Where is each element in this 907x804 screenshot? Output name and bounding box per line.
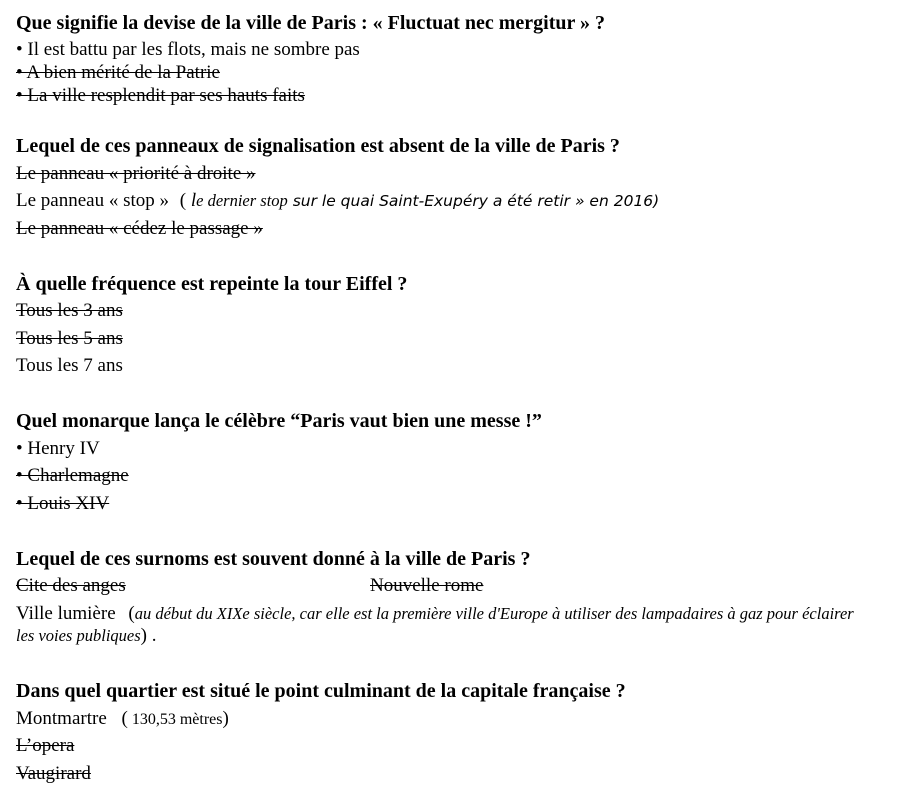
question-6-answer-correct [16,707,229,732]
question-4-answer-wrong: • Charlemagne [16,465,129,486]
note-serif-part: e dernier stop [196,191,288,210]
question-1-answer-correct: • Il est battu par les flots, mais ne sombre pas [16,39,360,60]
question-4-answer-correct: • Henry IV [16,438,100,459]
note-open-paren: ( [179,190,191,211]
answer-note: 130,53 mètres [127,711,223,728]
question-4-title: Quel monarque lança le célèbre “Paris vaut bien une messe !” [16,410,542,432]
answer-text: Ville lumière [16,603,116,624]
question-1-title: Que signifie la devise de la ville de Paris : « Fluctuat nec mergitur » ? [16,12,606,34]
answer-text: Le panneau « stop » [16,190,170,211]
answer-note: au début du XIXe siècle, car elle est la première ville d'Europe à utiliser des lampadaires à gaz pour éclairer les voies publiques [16,604,854,645]
question-3-answer-wrong: Tous les 3 ans [16,300,123,321]
question-5-title: Lequel de ces surnoms est souvent donné à la ville de Paris ? [16,548,531,570]
answer-text: Montmartre [16,708,107,729]
note-close-paren: ) . [140,625,157,646]
question-2-answer-wrong: Le panneau « priorité à droite » [16,163,256,184]
question-1-answer-wrong: • A bien mérité de la Patrie [16,62,220,83]
question-5-answer-correct [16,603,876,647]
note-close-paren: ) [222,708,229,729]
question-6-title: Dans quel quartier est situé le point culminant de la capitale française ? [16,680,626,702]
note-sans-part: sur le quai Saint-Exupéry a été retir » en 2016) [287,192,660,210]
question-3-answer-correct: Tous les 7 ans [16,355,123,376]
question-2-title: Lequel de ces panneaux de signalisation est absent de la ville de Paris ? [16,135,620,157]
question-3-title: À quelle fréquence est repeinte la tour Eiffel ? [16,273,408,295]
question-3-answer-wrong: Tous les 5 ans [16,328,123,349]
question-2-answer-correct [16,189,659,213]
question-4-answer-wrong: • Louis XIV [16,493,110,514]
question-6-answer-wrong: L’opera [16,735,75,756]
note-open-paren: ( [128,603,135,624]
question-5-answer-wrong: Nouvelle rome [370,575,484,596]
question-6-answer-wrong: Vaugirard [16,763,91,784]
note-first-letter: l [190,190,197,211]
note-open-paren: ( [121,708,128,729]
question-5-answer-wrong: Cite des anges [16,575,126,596]
question-2-answer-wrong: Le panneau « cédez le passage » [16,218,263,239]
question-1-answer-wrong: • La ville resplendit par ses hauts faits [16,85,305,106]
